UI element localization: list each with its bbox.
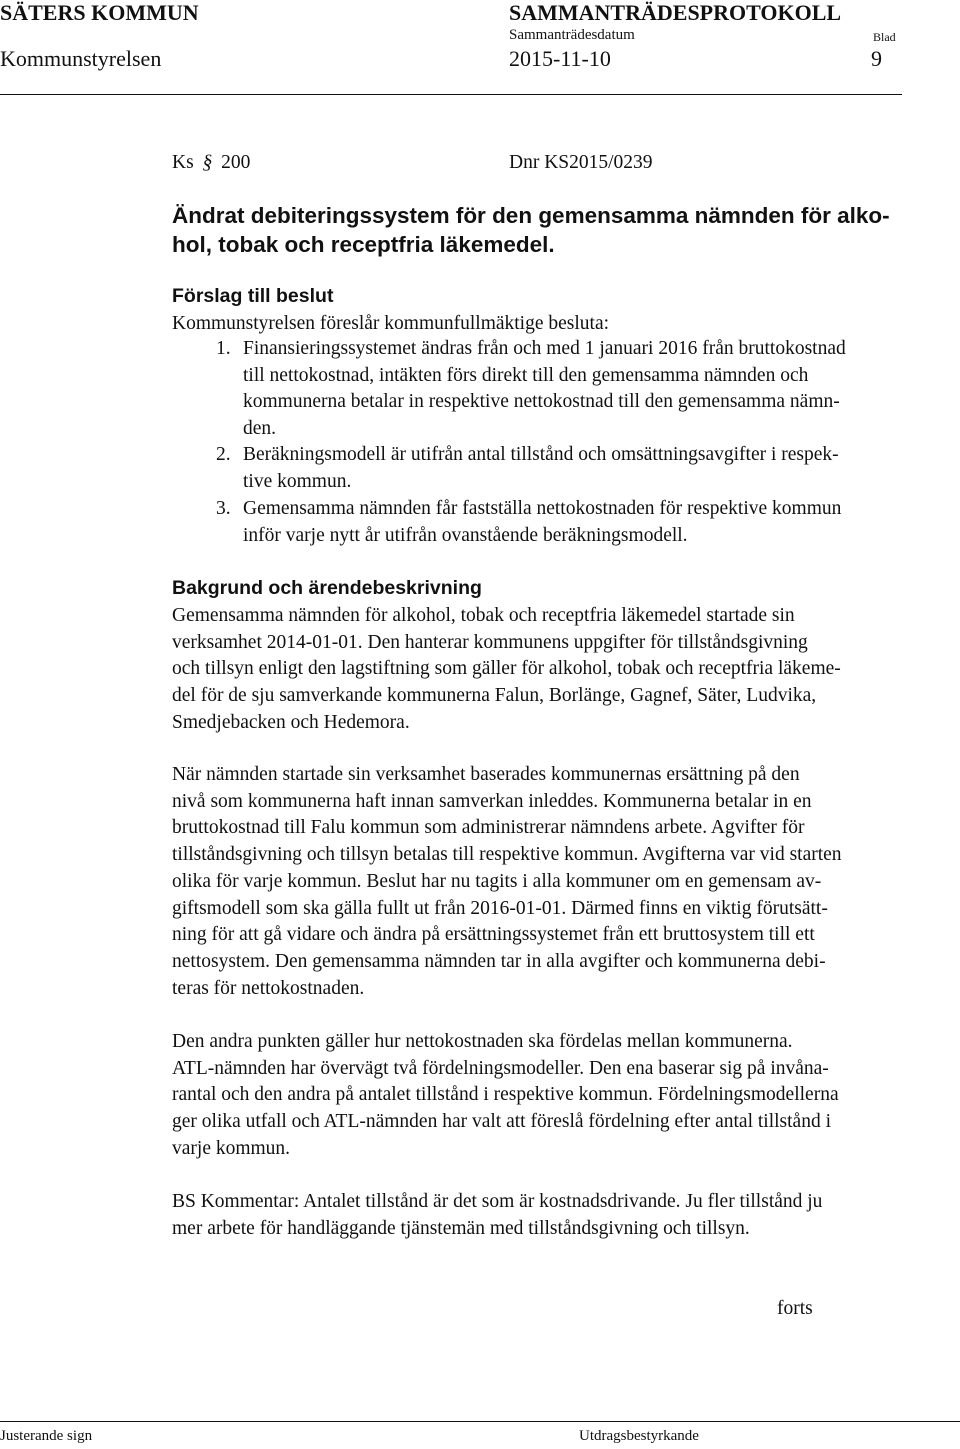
paragraph-line: bruttokostnad till Falu kommun som administrerar nämndens arbete. Agvifter för	[172, 817, 805, 839]
paragraph-line: Gemensamma nämnden för alkohol, tobak och receptfria läkemedel startade sin	[172, 605, 795, 626]
proposal-item	[243, 496, 958, 549]
item-number: 1.	[216, 338, 231, 359]
document-type: SAMMANTRÄDESPROTOKOLL	[509, 0, 842, 25]
paragraph-line: och tillsyn enligt den lagstiftning som gäller för alkohol, tobak och receptfria läkeme-	[172, 658, 841, 680]
header-rule	[0, 94, 902, 95]
item-line: den.	[243, 418, 277, 440]
paragraph	[172, 603, 960, 737]
paragraph-line: rantal och den andra på antalet tillstånd i respektive kommun. Fördelningsmodellerna	[172, 1084, 839, 1106]
item-number: 3.	[216, 498, 231, 519]
item-number: 2.	[216, 444, 231, 465]
footer-signature-label: Justerande sign	[0, 1428, 93, 1444]
paragraph	[172, 1029, 960, 1163]
committee-name: Kommunstyrelsen	[0, 46, 162, 71]
item-line: till nettokostnad, intäkten förs direkt till den gemensamma nämnden och	[243, 364, 809, 386]
paragraph-line: ATL-nämnden har övervägt två fördelningsmodeller. Den ena baserar sig på invåna-	[172, 1057, 829, 1079]
paragraph-line: tillståndsgivning och tillsyn betalas till respektive kommun. Avgifterna var vid starten	[172, 844, 842, 866]
paragraph-line: verksamhet 2014-01-01. Den hanterar kommunens uppgifter för tillståndsgivning	[172, 631, 808, 653]
paragraph-line: nivå som kommunerna haft innan samverkan inleddes. Kommunerna betalar in en	[172, 790, 812, 812]
case-ks: Ks	[172, 152, 194, 173]
proposal-item	[243, 336, 958, 443]
item-line: Gemensamma nämnden får fastställa nettokostnaden för respektive kommun	[243, 498, 842, 519]
paragraph-line: När nämnden startade sin verksamhet baserades kommunernas ersättning på den	[172, 764, 800, 785]
paragraph-line: nettosystem. Den gemensamma nämnden tar in alla avgifter och kommunerna debi-	[172, 950, 826, 972]
paragraph-line: mer arbete för handläggande tjänstemän med tillståndsgivning och tillsyn.	[172, 1217, 750, 1239]
paragraph-line: teras för nettokostnaden.	[172, 977, 365, 999]
case-number: 200	[221, 152, 251, 173]
title-line: Ändrat debiteringssystem för den gemensamma nämnden för alko-	[172, 203, 890, 228]
section-symbol: §	[202, 152, 213, 173]
item-line: kommunerna betalar in respektive nettokostnad till den gemensamma nämn-	[243, 391, 840, 413]
item-line: inför varje nytt år utifrån ovanstående beräkningsmodell.	[243, 524, 688, 546]
paragraph-line: giftsmodell som ska gälla fullt ut från 2016-01-01. Därmed finns en viktig förutsätt-	[172, 897, 828, 919]
paragraph	[172, 1189, 960, 1242]
background-heading: Bakgrund och ärendebeskrivning	[172, 577, 482, 599]
proposal-heading: Förslag till beslut	[172, 285, 334, 307]
paragraph-line: varje kommun.	[172, 1137, 291, 1159]
item-line: Finansieringssystemet ändras från och med 1 januari 2016 från bruttokostnad	[243, 338, 846, 359]
paragraph-line: ning för att gå vidare och ändra på ersättningssystemet från ett bruttosystem till ett	[172, 924, 815, 946]
footer-extract-label: Utdragsbestyrkande	[579, 1428, 699, 1444]
item-line: tive kommun.	[243, 470, 352, 492]
paragraph-line: del för de sju samverkande kommunerna Falun, Borlänge, Gagnef, Säter, Ludvika,	[172, 685, 817, 707]
diary-number: Dnr KS2015/0239	[509, 152, 653, 173]
proposal-intro: Kommunstyrelsen föreslår kommunfullmäktige besluta:	[172, 313, 610, 334]
proposal-item	[243, 442, 958, 495]
paragraph-line: Smedjebacken och Hedemora.	[172, 711, 410, 733]
item-line: Beräkningsmodell är utifrån antal tillstånd och omsättningsavgifter i respek-	[243, 444, 839, 465]
paragraph-line: ger olika utfall och ATL-nämnden har valt att föreslå fördelning efter antal tillstånd i	[172, 1111, 831, 1133]
date-label: Sammanträdesdatum	[509, 27, 635, 43]
title-line: hol, tobak och receptfria läkemedel.	[172, 232, 555, 257]
document-title	[172, 201, 960, 259]
paragraph-line: olika för varje kommun. Beslut har nu tagits i alla kommuner om en gemensam av-	[172, 870, 822, 892]
meeting-date: 2015-11-10	[509, 46, 611, 71]
paragraph-line: Den andra punkten gäller hur nettokostnaden ska fördelas mellan kommunerna.	[172, 1031, 793, 1052]
continued-marker: forts	[777, 1298, 813, 1319]
case-id	[172, 150, 250, 177]
page-number: 9	[871, 46, 882, 71]
paragraph-line: BS Kommentar: Antalet tillstånd är det som är kostnadsdrivande. Ju fler tillstånd ju	[172, 1191, 823, 1212]
paragraph	[172, 762, 960, 1002]
municipality-name: SÄTERS KOMMUN	[0, 0, 199, 25]
footer-rule	[0, 1421, 960, 1422]
page-label: Blad	[873, 30, 896, 44]
